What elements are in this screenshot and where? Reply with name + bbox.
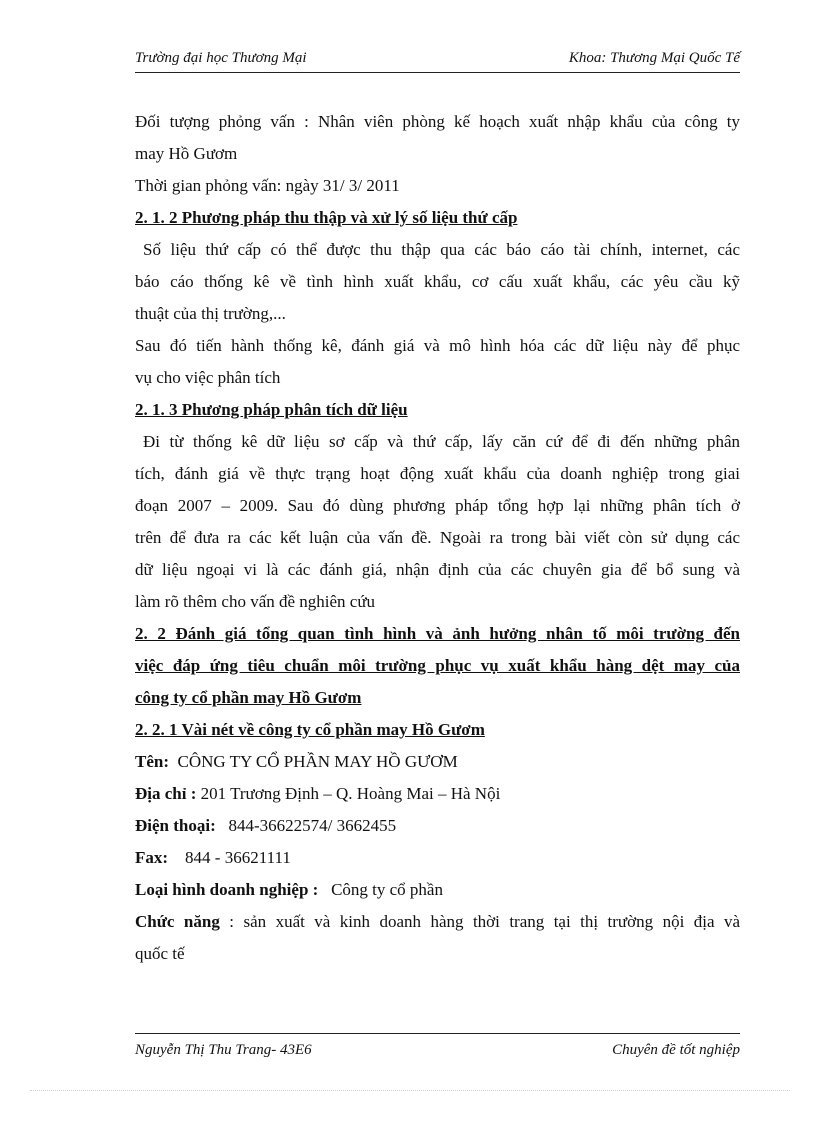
business-type-label: Loại hình doanh nghiệp : xyxy=(135,880,319,899)
paragraph-1-line-3: thuật của thị trường,... xyxy=(135,304,286,323)
paragraph-3-line-4: trên để đưa ra các kết luận của vấn đề. Ngoài ra trong bài viết còn sử dụng các xyxy=(135,528,740,547)
interviewee-line-2: may Hồ Gươm xyxy=(135,144,238,163)
address-label: Địa chỉ : xyxy=(135,784,197,803)
company-name-value: CÔNG TY CỔ PHẦN MAY HỒ GƯƠM xyxy=(177,752,458,771)
header-university: Trường đại học Thương Mại xyxy=(135,50,307,66)
business-type-value: Công ty cổ phần xyxy=(331,880,443,899)
paragraph-3-line-5: dữ liệu ngoại vi là các đánh giá, nhận định của các chuyên gia để bổ sung và xyxy=(135,560,740,579)
address-row xyxy=(135,778,500,810)
paragraph-3-line-1: Đi từ thống kê dữ liệu sơ cấp và thứ cấp, lấy căn cứ để đi đến những phân xyxy=(143,432,740,451)
heading-2-2-1: 2. 2. 1 Vài nét về công ty cổ phần may Hồ Gươm xyxy=(135,720,485,739)
footer-author: Nguyễn Thị Thu Trang- 43E6 xyxy=(135,1042,312,1058)
phone-value: 844-36622574/ 3662455 xyxy=(228,816,397,835)
fax-row xyxy=(135,842,291,874)
function-row xyxy=(135,906,740,938)
heading-2-2-line-1: 2. 2 Đánh giá tổng quan tình hình và ảnh hưởng nhân tố môi trường đến xyxy=(135,624,740,643)
function-label: Chức năng xyxy=(135,912,220,931)
paragraph-3-line-2: tích, đánh giá về thực trạng hoạt động xuất khẩu của doanh nghiệp trong giai xyxy=(135,464,740,483)
fax-label: Fax: xyxy=(135,848,169,867)
heading-2-2-line-2: việc đáp ứng tiêu chuẩn môi trường phục vụ xuất khẩu hàng dệt may của xyxy=(135,656,740,675)
footer-title: Chuyên đề tốt nghiệp xyxy=(612,1042,740,1058)
paragraph-3-line-6: làm rõ thêm cho vấn đề nghiên cứu xyxy=(135,592,376,611)
paragraph-2-line-2: vụ cho việc phân tích xyxy=(135,368,281,387)
company-name-row xyxy=(135,746,458,778)
company-name-label: Tên: xyxy=(135,752,169,771)
address-value: 201 Trương Định – Q. Hoàng Mai – Hà Nội xyxy=(200,784,501,803)
phone-label: Điện thoại: xyxy=(135,816,216,835)
paragraph-3-line-3: đoạn 2007 – 2009. Sau đó dùng phương pháp tổng hợp lại những phân tích ở xyxy=(135,496,740,515)
page-footer xyxy=(135,1033,740,1058)
phone-row xyxy=(135,810,396,842)
page-bottom-divider xyxy=(30,1090,790,1091)
function-value-line-2: quốc tế xyxy=(135,944,185,963)
heading-2-2-line-3: công ty cổ phần may Hồ Gươm xyxy=(135,688,362,707)
heading-2-1-2: 2. 1. 2 Phương pháp thu thập và xử lý số liệu thứ cấp xyxy=(135,208,518,227)
fax-value: 844 - 36621111 xyxy=(185,848,291,867)
function-value-line-1: : sản xuất và kinh doanh hàng thời trang tại thị trường nội địa và xyxy=(229,912,740,931)
interview-time: Thời gian phỏng vấn: ngày 31/ 3/ 2011 xyxy=(135,176,400,195)
business-type-row xyxy=(135,874,443,906)
paragraph-1-line-1: Số liệu thứ cấp có thể được thu thập qua các báo cáo tài chính, internet, các xyxy=(143,240,740,259)
page-header xyxy=(135,50,740,73)
paragraph-2-line-1: Sau đó tiến hành thống kê, đánh giá và mô hình hóa các dữ liệu này để phục xyxy=(135,336,740,355)
paragraph-1-line-2: báo cáo thống kê về tình hình xuất khẩu, cơ cấu xuất khẩu, các yêu cầu kỹ xyxy=(135,272,740,291)
heading-2-1-3: 2. 1. 3 Phương pháp phân tích dữ liệu xyxy=(135,400,408,419)
header-faculty: Khoa: Thương Mại Quốc Tế xyxy=(568,50,740,66)
interviewee-line-1: Đối tượng phỏng vấn : Nhân viên phòng kế hoạch xuất nhập khẩu của công ty xyxy=(135,112,740,131)
